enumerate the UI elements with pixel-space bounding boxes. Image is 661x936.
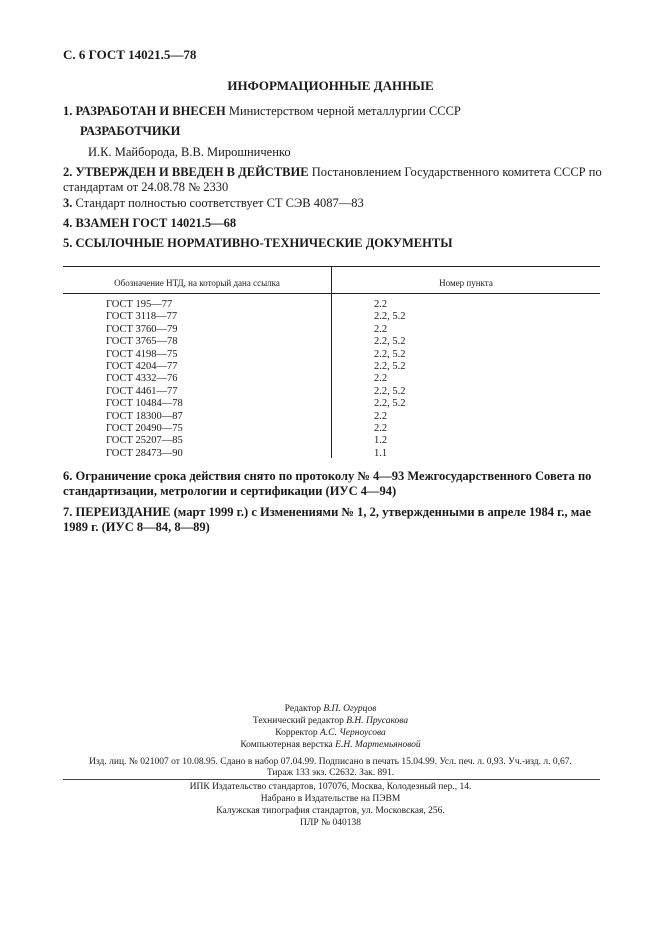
table-column-divider bbox=[331, 267, 332, 458]
developers-label: РАЗРАБОТЧИКИ bbox=[80, 124, 181, 138]
item-number: 6. bbox=[63, 469, 73, 483]
credit-label: Корректор bbox=[275, 728, 318, 738]
item-1 bbox=[63, 104, 461, 119]
table-cell-clause: 2.2, 5.2 bbox=[374, 398, 406, 410]
table-cell-clause: 2.2, 5.2 bbox=[374, 336, 406, 348]
credit-label: Технический редактор bbox=[252, 716, 344, 726]
item-6 bbox=[63, 469, 603, 499]
table-cell-document: ГОСТ 4204—77 bbox=[106, 360, 178, 372]
item-4 bbox=[63, 216, 236, 231]
page-title: ИНФОРМАЦИОННЫЕ ДАННЫЕ bbox=[227, 78, 434, 93]
table-cell-clause: 2.2, 5.2 bbox=[374, 360, 406, 372]
table-cell-document: ГОСТ 25207—85 bbox=[106, 435, 183, 447]
item-number: 2. bbox=[63, 165, 73, 179]
item-text: Постановлением Государственного комитета СССР по стандартам от 24.08.78 № 2330 bbox=[63, 165, 602, 194]
item-2 bbox=[63, 165, 603, 195]
table-cell-document: ГОСТ 3765—78 bbox=[106, 336, 178, 348]
item-number: 1. bbox=[63, 104, 73, 118]
item-heading: ПЕРЕИЗДАНИЕ bbox=[75, 505, 171, 519]
item-heading: УТВЕРЖДЕН И ВВЕДЕН В ДЕЙСТВИЕ bbox=[75, 165, 309, 179]
table-cell-clause: 2.2 bbox=[374, 323, 388, 335]
item-5 bbox=[63, 236, 452, 251]
imprint-line-5: Калужская типография стандартов, ул. Московская, 256. bbox=[216, 806, 445, 816]
imprint-line-2: Тираж 133 экз. С2632. Зак. 891. bbox=[266, 768, 395, 778]
item-text: (март 1999 г.) с Изменениями № 1, 2, утвержденными в апреле 1984 г., мае 1989 г. (ИУС 8—84, 8—89) bbox=[63, 505, 592, 534]
table-cell-document: ГОСТ 4198—75 bbox=[106, 348, 178, 360]
table-cell-document: ГОСТ 18300—87 bbox=[106, 410, 183, 422]
credit-corrector bbox=[0, 727, 661, 739]
developers-names: И.К. Майборода, В.В. Мирошниченко bbox=[88, 145, 291, 159]
item-number: 7. bbox=[63, 505, 73, 519]
table-cell-document: ГОСТ 20490—75 bbox=[106, 422, 183, 434]
table-column-documents bbox=[106, 299, 183, 460]
credits-block bbox=[0, 703, 661, 751]
table-cell-clause: 2.2, 5.2 bbox=[374, 348, 406, 360]
table-cell-clause: 1.2 bbox=[374, 435, 388, 447]
item-text: Ограничение срока действия снято по протоколу № 4—93 Межгосударственного Совета по стандартизации, метрологии и сертификации (ИУС 4—94) bbox=[63, 469, 592, 498]
item-text: Министерством черной металлургии СССР bbox=[228, 104, 461, 118]
page-header: С. 6 ГОСТ 14021.5—78 bbox=[63, 47, 197, 62]
imprint-line-1: Изд. лиц. № 021007 от 10.08.95. Сдано в набор 07.04.99. Подписано в печать 15.04.99. Усл. печ. л. 0,93. Уч.-изд. л. 0,67. bbox=[89, 757, 572, 767]
table-cell-document: ГОСТ 195—77 bbox=[106, 299, 173, 310]
table-header-clause: Номер пункта bbox=[439, 278, 493, 288]
item-3 bbox=[63, 196, 364, 211]
credit-name: А.С. Черноусова bbox=[319, 728, 386, 738]
table-header-document: Обозначение НТД, на который дана ссылка bbox=[114, 278, 280, 288]
item-heading: РАЗРАБОТАН И ВНЕСЕН bbox=[75, 104, 226, 118]
credit-layout bbox=[0, 739, 661, 751]
credit-editor bbox=[0, 703, 661, 715]
table-cell-document: ГОСТ 3760—79 bbox=[106, 323, 178, 335]
item-text: Стандарт полностью соответствует СТ СЭВ 4087—83 bbox=[75, 196, 364, 210]
table-cell-document: ГОСТ 3118—77 bbox=[106, 311, 178, 323]
credit-name: Е.Н. Мартемьяновой bbox=[335, 740, 421, 750]
table-cell-document: ГОСТ 28473—90 bbox=[106, 447, 183, 459]
item-number: 3. bbox=[63, 196, 73, 210]
table-cell-clause: 2.2 bbox=[374, 422, 388, 434]
credit-label: Компьютерная верстка bbox=[240, 740, 333, 750]
credit-name: В.Н. Прусакова bbox=[346, 716, 409, 726]
table-cell-document: ГОСТ 4332—76 bbox=[106, 373, 178, 385]
table-header-rule bbox=[63, 293, 600, 294]
item-number: 4. bbox=[63, 216, 73, 230]
table-cell-document: ГОСТ 4461—77 bbox=[106, 385, 178, 397]
imprint-line-4: Набрано в Издательстве на ПЭВМ bbox=[260, 794, 401, 804]
item-heading: ССЫЛОЧНЫЕ НОРМАТИВНО-ТЕХНИЧЕСКИЕ ДОКУМЕНТЫ bbox=[75, 236, 453, 250]
table-column-clauses bbox=[374, 299, 406, 460]
table-cell-clause: 2.2 bbox=[374, 373, 388, 385]
table-cell-clause: 1.1 bbox=[374, 447, 388, 459]
table-cell-clause: 2.2 bbox=[374, 299, 388, 310]
imprint-line-6: ПЛР № 040138 bbox=[300, 818, 361, 828]
item-heading: ВЗАМЕН ГОСТ 14021.5—68 bbox=[75, 216, 237, 230]
table-cell-document: ГОСТ 10484—78 bbox=[106, 398, 183, 410]
imprint-line-3: ИПК Издательство стандартов, 107076, Москва, Колодезный пер., 14. bbox=[189, 782, 472, 792]
item-7 bbox=[63, 505, 603, 535]
imprint-divider bbox=[63, 779, 600, 780]
credit-name: В.П. Огурцов bbox=[323, 704, 377, 714]
table-cell-clause: 2.2, 5.2 bbox=[374, 311, 406, 323]
table-cell-clause: 2.2, 5.2 bbox=[374, 385, 406, 397]
credit-label: Редактор bbox=[284, 704, 321, 714]
table-cell-clause: 2.2 bbox=[374, 410, 388, 422]
credit-tech-editor bbox=[0, 715, 661, 727]
item-number: 5. bbox=[63, 236, 73, 250]
